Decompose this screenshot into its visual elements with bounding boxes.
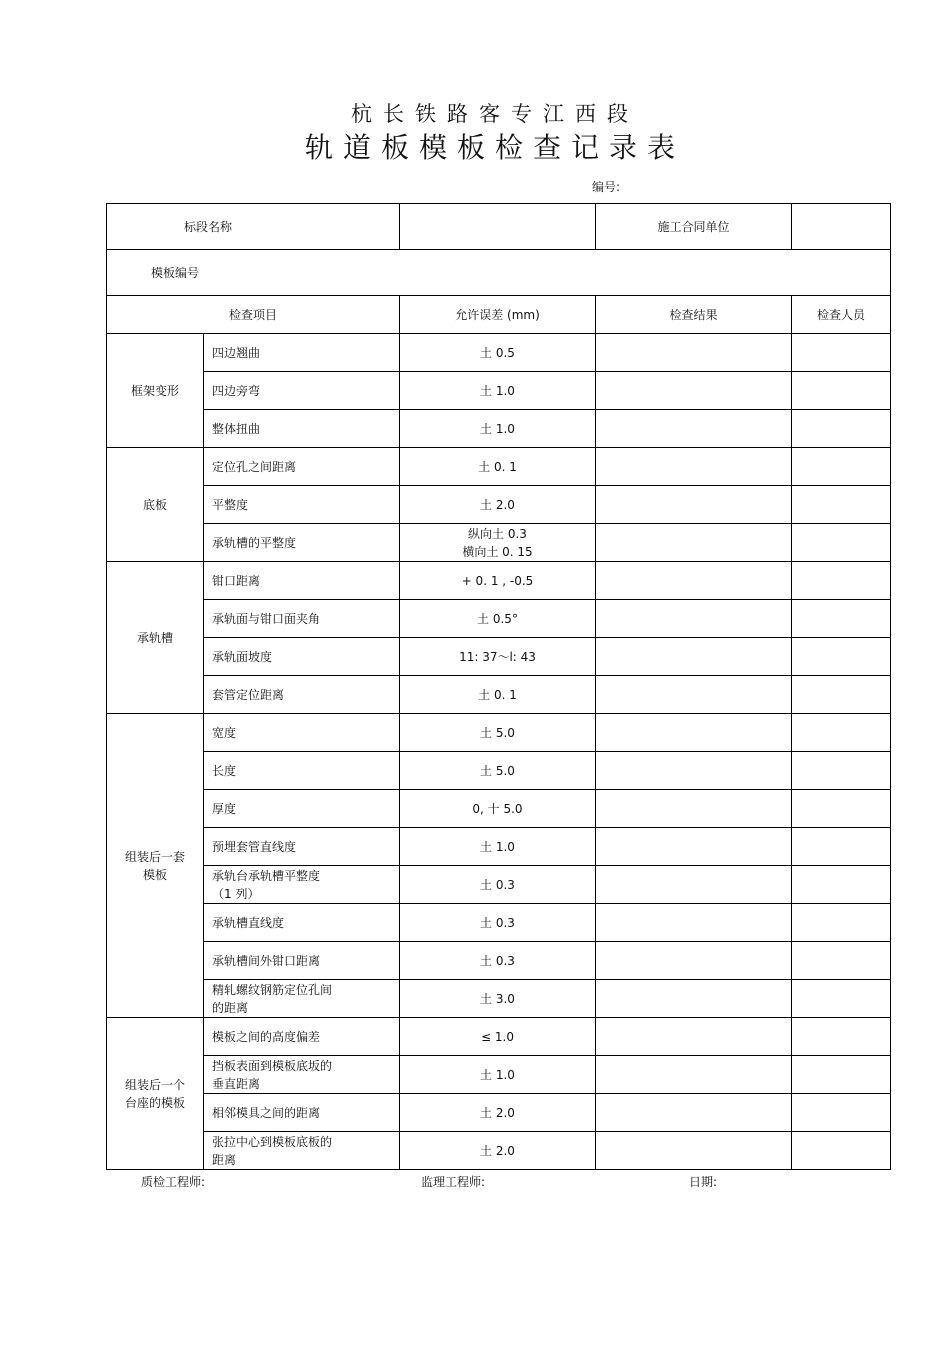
inspection-item — [204, 410, 400, 448]
inspection-item-text: 套管定位距离 — [212, 687, 285, 702]
result-cell[interactable] — [596, 410, 792, 448]
inspection-item-text: 承轨槽直线度 — [212, 915, 285, 930]
tolerance-text: 土 1.0 — [480, 383, 515, 398]
inspection-item-text: 精轧螺纹钢筋定位孔间 — [212, 982, 333, 997]
result-cell[interactable] — [596, 904, 792, 942]
inspector-cell[interactable] — [792, 372, 891, 410]
result-cell[interactable] — [596, 334, 792, 372]
inspection-item — [204, 866, 400, 904]
date-label: 日期: — [689, 1175, 718, 1189]
inspector-cell[interactable] — [792, 866, 891, 904]
inspection-item — [204, 486, 400, 524]
table-row — [107, 866, 891, 904]
inspector-cell[interactable] — [792, 562, 891, 600]
tolerance-text: ≤ 1.0 — [481, 1029, 514, 1044]
group-label-line: 模板 — [142, 867, 167, 882]
inspection-item — [204, 942, 400, 980]
inspector-cell[interactable] — [792, 410, 891, 448]
inspection-item-text: 的距离 — [212, 1000, 249, 1015]
inspection-item-text: 四边翘曲 — [212, 345, 261, 360]
inspection-item-text: 承轨槽的平整度 — [212, 535, 297, 550]
inspection-item — [204, 1018, 400, 1056]
inspector-cell[interactable] — [792, 1018, 891, 1056]
inspection-item-text: 张拉中心到模板底板的 — [212, 1134, 333, 1149]
supervisor-label: 监理工程师: — [421, 1175, 486, 1189]
inspection-item — [204, 562, 400, 600]
inspector-cell[interactable] — [792, 1132, 891, 1170]
tolerance-value — [400, 866, 596, 904]
tolerance-text: 土 1.0 — [480, 839, 515, 854]
inspector-cell[interactable] — [792, 828, 891, 866]
template-number-label: 模板编号 — [107, 250, 891, 296]
inspector-cell[interactable] — [792, 1094, 891, 1132]
tolerance-text: 纵向土 0.3 — [468, 526, 527, 541]
inspection-item — [204, 828, 400, 866]
result-cell[interactable] — [596, 828, 792, 866]
result-cell[interactable] — [596, 562, 792, 600]
group-label — [107, 334, 204, 448]
column-header-inspector: 检查人员 — [792, 296, 891, 334]
inspection-item-text: 模板之间的高度偏差 — [212, 1029, 321, 1044]
tolerance-value — [400, 904, 596, 942]
inspector-cell[interactable] — [792, 942, 891, 980]
tolerance-text: 土 0.5° — [477, 611, 518, 626]
group-label-line: 组装后一个 — [124, 1077, 185, 1092]
inspection-item-text: 承轨台承轨槽平整度 — [212, 868, 321, 883]
tolerance-value — [400, 562, 596, 600]
group-label — [107, 448, 204, 562]
inspection-item-text: 承轨面坡度 — [212, 649, 273, 664]
table-row — [107, 600, 891, 638]
inspection-item-text: 长度 — [212, 763, 237, 778]
tolerance-text: 土 0. 1 — [478, 459, 517, 474]
tolerance-value — [400, 714, 596, 752]
inspection-item-text: 挡板表面到模板底坂的 — [212, 1058, 333, 1073]
inspection-item — [204, 1094, 400, 1132]
column-header-tolerance: 允许误差 (mm) — [400, 296, 596, 334]
table-row — [107, 486, 891, 524]
tolerance-text: 土 0.5 — [480, 345, 515, 360]
table-row — [107, 1094, 891, 1132]
inspection-item-text: 承轨面与钳口面夹角 — [212, 611, 321, 626]
table-row — [107, 1132, 891, 1170]
tolerance-value — [400, 752, 596, 790]
inspection-item — [204, 1056, 400, 1094]
tolerance-value — [400, 828, 596, 866]
tolerance-value — [400, 1018, 596, 1056]
form-code-label: 编号: — [592, 180, 621, 194]
tolerance-value — [400, 1094, 596, 1132]
tolerance-text: 土 2.0 — [480, 497, 515, 512]
inspection-item — [204, 714, 400, 752]
table-row — [107, 980, 891, 1018]
inspection-item-text: （1 列） — [212, 886, 260, 901]
group-label-line: 底板 — [142, 497, 167, 512]
result-cell[interactable] — [596, 1094, 792, 1132]
section-name-value[interactable] — [400, 204, 596, 250]
result-cell[interactable] — [596, 790, 792, 828]
tolerance-value — [400, 980, 596, 1018]
tolerance-text: 土 0. 1 — [478, 687, 517, 702]
tolerance-value — [400, 410, 596, 448]
result-cell[interactable] — [596, 676, 792, 714]
tolerance-text: 土 1.0 — [480, 421, 515, 436]
contractor-value[interactable] — [792, 204, 891, 250]
result-cell[interactable] — [596, 942, 792, 980]
group-label-line: 台座的模板 — [124, 1095, 185, 1110]
result-cell[interactable] — [596, 600, 792, 638]
inspection-item — [204, 372, 400, 410]
inspector-cell[interactable] — [792, 676, 891, 714]
inspection-item-text: 承轨槽间外钳口距离 — [212, 953, 321, 968]
inspection-item-text: 距离 — [212, 1152, 237, 1167]
table-row — [107, 904, 891, 942]
document-title-form: 轨道板模板检查记录表 — [304, 131, 685, 164]
result-cell[interactable] — [596, 1132, 792, 1170]
tolerance-text: 土 2.0 — [480, 1105, 515, 1120]
inspection-item — [204, 676, 400, 714]
table-row — [107, 942, 891, 980]
inspector-cell[interactable] — [792, 448, 891, 486]
table-row — [107, 790, 891, 828]
inspector-cell[interactable] — [792, 790, 891, 828]
group-label-line: 框架变形 — [130, 383, 179, 398]
result-cell[interactable] — [596, 1056, 792, 1094]
inspection-item — [204, 448, 400, 486]
result-cell[interactable] — [596, 524, 792, 562]
inspector-cell[interactable] — [792, 600, 891, 638]
inspection-table — [106, 203, 891, 1170]
table-row — [107, 372, 891, 410]
inspection-item-text: 整体扭曲 — [212, 421, 261, 436]
column-header-result: 检查结果 — [596, 296, 792, 334]
inspection-item-text: 预埋套管直线度 — [212, 839, 297, 854]
result-cell[interactable] — [596, 714, 792, 752]
tolerance-value — [400, 942, 596, 980]
table-row — [107, 1018, 891, 1056]
inspector-cell[interactable] — [792, 980, 891, 1018]
result-cell[interactable] — [596, 752, 792, 790]
inspection-item — [204, 1132, 400, 1170]
inspection-item-text: 宽度 — [212, 725, 237, 740]
tolerance-value — [400, 448, 596, 486]
result-cell[interactable] — [596, 638, 792, 676]
inspection-item — [204, 334, 400, 372]
inspection-item — [204, 980, 400, 1018]
group-label-line: 组装后一套 — [124, 849, 185, 864]
section-name-label: 标段名称 — [107, 204, 400, 250]
tolerance-value — [400, 372, 596, 410]
inspector-cell[interactable] — [792, 714, 891, 752]
tolerance-value — [400, 1056, 596, 1094]
table-row — [107, 1056, 891, 1094]
tolerance-value — [400, 334, 596, 372]
inspection-item-text: 钳口距离 — [212, 573, 261, 588]
tolerance-value — [400, 790, 596, 828]
tolerance-text: 土 0.3 — [480, 915, 515, 930]
tolerance-text: 土 5.0 — [480, 763, 515, 778]
inspection-item-text: 垂直距离 — [212, 1076, 261, 1091]
tolerance-text: 土 3.0 — [480, 991, 515, 1006]
group-label — [107, 1018, 204, 1170]
tolerance-text: + 0. 1 , -0.5 — [461, 573, 534, 588]
contractor-label: 施工合同单位 — [596, 204, 792, 250]
qc-engineer-label: 质检工程师: — [141, 1175, 206, 1189]
table-row — [107, 714, 891, 752]
column-header-item: 检查项目 — [107, 296, 400, 334]
inspection-item-text: 相邻模具之间的距离 — [212, 1105, 321, 1120]
inspection-item-text: 定位孔之间距离 — [212, 459, 297, 474]
inspection-item — [204, 752, 400, 790]
inspection-item-text: 四边旁弯 — [212, 383, 261, 398]
inspector-cell[interactable] — [792, 1056, 891, 1094]
table-row — [107, 334, 891, 372]
tolerance-value — [400, 1132, 596, 1170]
tolerance-value — [400, 524, 596, 562]
table-row — [107, 410, 891, 448]
group-label — [107, 562, 204, 714]
result-cell[interactable] — [596, 866, 792, 904]
tolerance-text: 土 0.3 — [480, 877, 515, 892]
tolerance-value — [400, 638, 596, 676]
inspection-item-text: 厚度 — [212, 801, 237, 816]
tolerance-text: 土 2.0 — [480, 1143, 515, 1158]
table-row — [107, 828, 891, 866]
table-row — [107, 524, 891, 562]
table-row — [107, 638, 891, 676]
tolerance-value — [400, 676, 596, 714]
tolerance-text: 横向土 0. 15 — [462, 544, 533, 559]
tolerance-text: 11: 37〜l: 43 — [459, 649, 536, 664]
inspector-cell[interactable] — [792, 638, 891, 676]
document-title-project: 杭长铁路客专江西段 — [351, 102, 639, 126]
group-label-line: 承轨槽 — [136, 630, 173, 645]
inspection-item — [204, 638, 400, 676]
tolerance-text: 土 5.0 — [480, 725, 515, 740]
inspection-item — [204, 524, 400, 562]
tolerance-value — [400, 600, 596, 638]
tolerance-value — [400, 486, 596, 524]
inspector-cell[interactable] — [792, 524, 891, 562]
tolerance-text: 土 0.3 — [480, 953, 515, 968]
table-row — [107, 752, 891, 790]
result-cell[interactable] — [596, 448, 792, 486]
table-row — [107, 448, 891, 486]
inspector-cell[interactable] — [792, 486, 891, 524]
table-row — [107, 676, 891, 714]
group-label — [107, 714, 204, 1018]
result-cell[interactable] — [596, 980, 792, 1018]
inspection-item-text: 平整度 — [212, 497, 249, 512]
tolerance-text: 0, 十 5.0 — [472, 801, 523, 816]
inspection-item — [204, 790, 400, 828]
result-cell[interactable] — [596, 372, 792, 410]
tolerance-text: 土 1.0 — [480, 1067, 515, 1082]
inspection-item — [204, 904, 400, 942]
inspector-cell[interactable] — [792, 334, 891, 372]
result-cell[interactable] — [596, 486, 792, 524]
inspection-item — [204, 600, 400, 638]
inspector-cell[interactable] — [792, 752, 891, 790]
table-row — [107, 562, 891, 600]
result-cell[interactable] — [596, 1018, 792, 1056]
inspector-cell[interactable] — [792, 904, 891, 942]
